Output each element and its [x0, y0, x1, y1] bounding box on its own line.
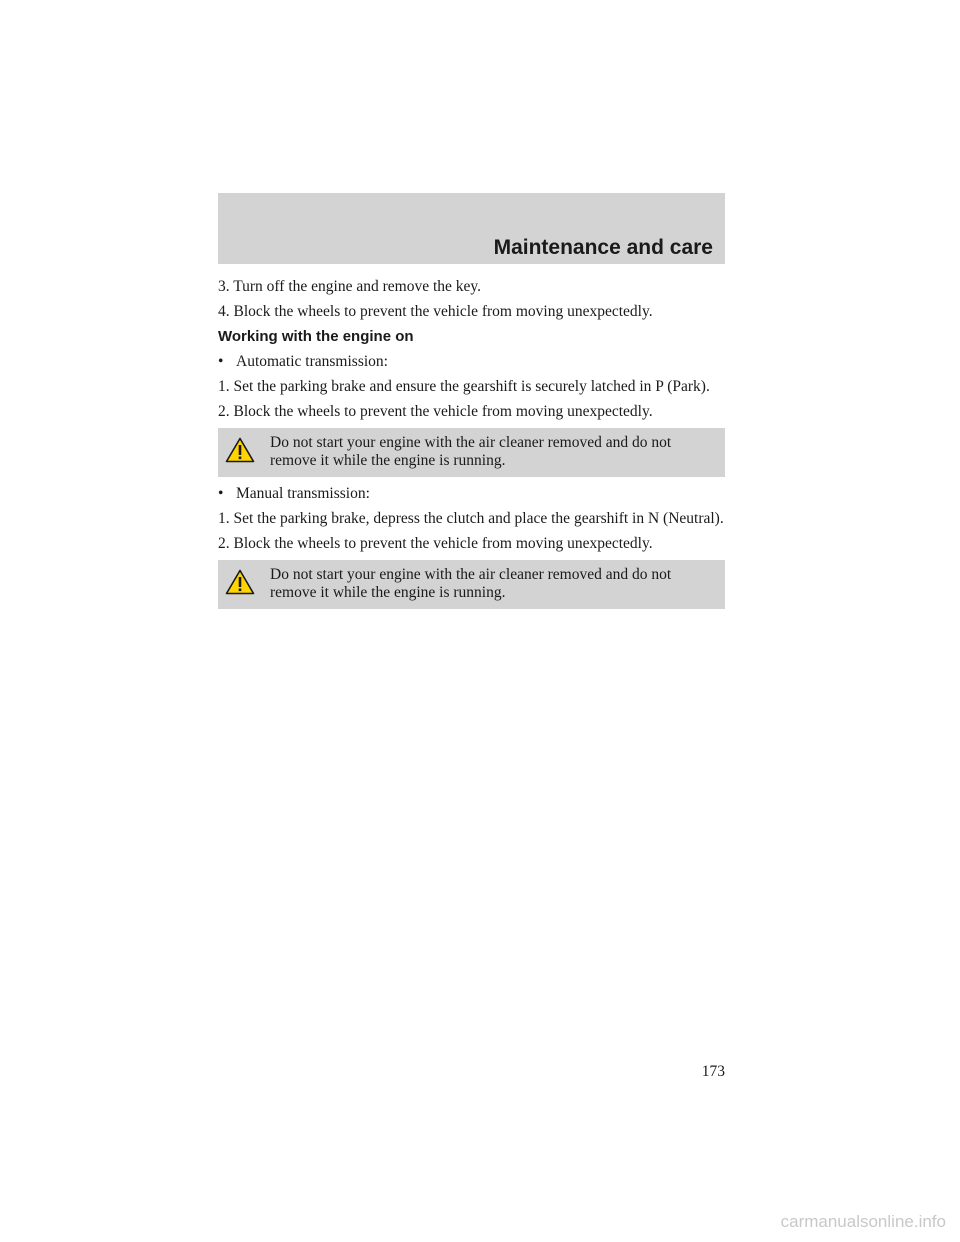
warning-box-automatic: [218, 428, 725, 477]
step-4-text: 4. Block the wheels to prevent the vehicle from moving unexpectedly.: [218, 303, 653, 320]
bullet-icon: •: [218, 353, 224, 370]
manual-transmission-item: [218, 485, 725, 503]
section-heading: Working with the engine on: [218, 328, 414, 345]
page-number: 173: [701, 1063, 725, 1080]
automatic-transmission-label: Automatic transmission:: [236, 353, 388, 370]
automatic-step-1-text: 1. Set the parking brake and ensure the gearshift is securely latched in P (Park).: [218, 378, 710, 395]
section-title: Maintenance and care: [493, 236, 713, 259]
page-content: [218, 278, 725, 617]
manual-transmission-label: Manual transmission:: [236, 485, 370, 502]
automatic-step-2-text: 2. Block the wheels to prevent the vehicle from moving unexpectedly.: [218, 403, 653, 420]
warning-text-manual: Do not start your engine with the air cleaner removed and do not remove it while the engine is running.: [270, 566, 672, 601]
step-3-text: 3. Turn off the engine and remove the key.: [218, 278, 482, 295]
warning-triangle-icon: [225, 569, 255, 595]
warning-triangle-icon: [225, 437, 255, 463]
warning-text-automatic: Do not start your engine with the air cleaner removed and do not remove it while the engine is running.: [270, 434, 672, 469]
section-header-band: [218, 193, 725, 264]
warning-box-manual: [218, 560, 725, 609]
automatic-transmission-item: [218, 353, 725, 371]
manual-step-1-text: 1. Set the parking brake, depress the clutch and place the gearshift in N (Neutral).: [218, 510, 724, 527]
watermark: carmanualsonline.info: [780, 1212, 946, 1231]
bullet-icon: •: [218, 485, 224, 502]
manual-step-2-text: 2. Block the wheels to prevent the vehicle from moving unexpectedly.: [218, 535, 653, 552]
